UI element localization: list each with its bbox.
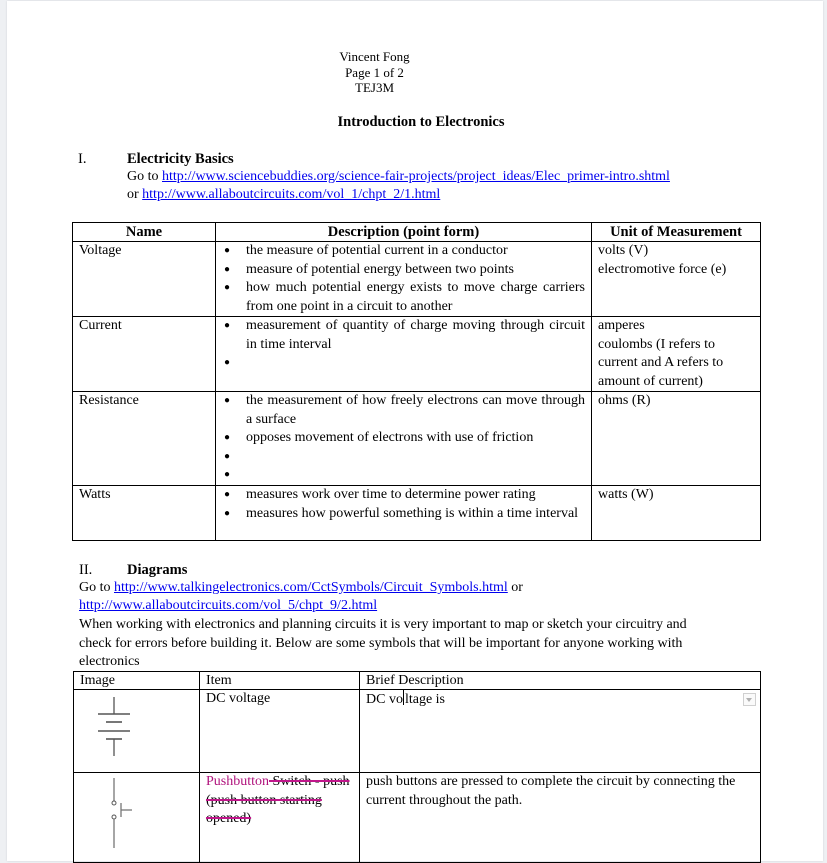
unit-line: ohms (R) bbox=[598, 393, 651, 408]
unit-line: volts (V) bbox=[598, 243, 649, 258]
section1-number: I. bbox=[78, 151, 87, 167]
intro-paragraph-line-1: When working with electronics and planning circuits it is very important to map or sketch your circuitry and bbox=[79, 617, 687, 632]
table-row-current bbox=[73, 317, 761, 392]
document-title: Introduction to Electronics bbox=[337, 114, 505, 130]
section1-goto-line bbox=[127, 169, 670, 185]
unit-line: amperes bbox=[598, 318, 645, 333]
dc-voltage-symbol-icon bbox=[94, 693, 134, 757]
cell-name[interactable]: Resistance bbox=[73, 392, 216, 486]
col-header-item: Item bbox=[200, 672, 360, 690]
cell-item[interactable] bbox=[200, 773, 360, 863]
cell-unit[interactable] bbox=[592, 392, 761, 486]
header-course: TEJ3M bbox=[355, 80, 394, 95]
bullet-item: ● the measure of potential current in a conductor bbox=[222, 242, 585, 261]
or-label: or bbox=[507, 580, 523, 595]
goto-label: Go to bbox=[79, 580, 114, 595]
bullet-item-empty bbox=[222, 448, 585, 467]
bullet-item: ● opposes movement of electrons with use of friction bbox=[222, 429, 585, 448]
section2-goto-line bbox=[79, 580, 523, 596]
cell-name[interactable]: Voltage bbox=[73, 242, 216, 317]
table-row-voltage bbox=[73, 242, 761, 317]
unit-line: watts (W) bbox=[598, 487, 654, 502]
bullet-item-empty bbox=[222, 466, 585, 485]
bullet-item: ● measurement of quantity of charge moving through circuit in time interval bbox=[222, 317, 585, 354]
col-header-image: Image bbox=[74, 672, 200, 690]
header-page-number: Page 1 of 2 bbox=[345, 65, 404, 80]
sciencebuddies-link[interactable]: http://www.sciencebuddies.org/science-fair-projects/project_ideas/Elec_primer-intro.shtml bbox=[162, 169, 670, 184]
table-row-watts bbox=[73, 486, 761, 541]
intro-paragraph-line-2: check for errors before building it. Below are some symbols that will be important for anyone working with bbox=[79, 636, 683, 651]
col-header-brief-description: Brief Description bbox=[360, 672, 761, 690]
cell-description[interactable] bbox=[216, 317, 592, 392]
unit-line: coulombs (I refers to current and A refers to amount of current) bbox=[598, 336, 724, 389]
table-row-pushbutton bbox=[74, 773, 761, 863]
col-header-description: Description (point form) bbox=[216, 223, 592, 242]
bullet-item: ● the measurement of how freely electrons can move through a surface bbox=[222, 392, 585, 429]
document-page bbox=[7, 1, 823, 861]
section1-title: Electricity Basics bbox=[127, 151, 234, 167]
table-header-row bbox=[73, 223, 761, 242]
or-label: or bbox=[127, 187, 143, 202]
description-text-before-cursor: DC vo bbox=[366, 692, 403, 707]
unit-line: electromotive force (e) bbox=[598, 261, 727, 277]
allaboutcircuits-link-1[interactable]: http://www.allaboutcircuits.com/vol_1/chpt_2/1.html bbox=[142, 187, 441, 202]
table-row-dc-voltage bbox=[74, 690, 761, 773]
cell-description[interactable] bbox=[216, 392, 592, 486]
bullet-item: ● how much potential energy exists to move charge carriers from one point in a circuit to another bbox=[222, 279, 585, 316]
table-header-row bbox=[74, 672, 761, 690]
section2-title: Diagrams bbox=[127, 562, 188, 578]
allaboutcircuits-link-2[interactable]: http://www.allaboutcircuits.com/vol_5/chpt_9/2.html bbox=[79, 598, 378, 613]
section1-or-line bbox=[127, 187, 440, 203]
cell-brief-description[interactable]: push buttons are pressed to complete the circuit by connecting the current throughout the path. bbox=[360, 773, 761, 863]
cell-description[interactable] bbox=[216, 486, 592, 541]
cell-name[interactable]: Watts bbox=[73, 486, 216, 541]
bullet-item-empty bbox=[222, 354, 585, 373]
cell-image[interactable] bbox=[74, 690, 200, 773]
col-header-name: Name bbox=[73, 223, 216, 242]
cell-image[interactable] bbox=[74, 773, 200, 863]
cell-brief-description[interactable] bbox=[360, 690, 761, 773]
section2-number: II. bbox=[79, 562, 93, 578]
cell-dropdown-arrow-icon[interactable] bbox=[743, 693, 756, 706]
cell-name[interactable]: Current bbox=[73, 317, 216, 392]
tracked-deletion: Switch - push (push button starting opened) bbox=[206, 774, 350, 826]
description-text-after-cursor: ltage is bbox=[404, 692, 445, 707]
header-author: Vincent Fong bbox=[339, 49, 410, 64]
pushbutton-symbol-icon bbox=[94, 776, 134, 848]
circuit-symbols-table bbox=[73, 671, 761, 863]
cell-unit[interactable] bbox=[592, 486, 761, 541]
bullet-item: ● measure of potential energy between two points bbox=[222, 261, 585, 280]
talkingelectronics-link[interactable]: http://www.talkingelectronics.com/CctSymbols/Circuit_Symbols.html bbox=[114, 580, 508, 595]
goto-label: Go to bbox=[127, 169, 162, 184]
cell-item[interactable]: DC voltage bbox=[200, 690, 360, 773]
table-row-resistance bbox=[73, 392, 761, 486]
cell-unit[interactable] bbox=[592, 317, 761, 392]
tracked-insertion: Pushbutton bbox=[206, 774, 270, 789]
cell-unit[interactable] bbox=[592, 242, 761, 317]
electricity-basics-table bbox=[72, 222, 761, 541]
section2-link2-line bbox=[79, 598, 377, 614]
bullet-item: ● measures work over time to determine power rating bbox=[222, 486, 585, 505]
intro-paragraph-line-3: electronics bbox=[79, 654, 140, 669]
cell-description[interactable] bbox=[216, 242, 592, 317]
col-header-unit: Unit of Measurement bbox=[592, 223, 761, 242]
bullet-item: ● measures how powerful something is within a time interval bbox=[222, 505, 585, 524]
